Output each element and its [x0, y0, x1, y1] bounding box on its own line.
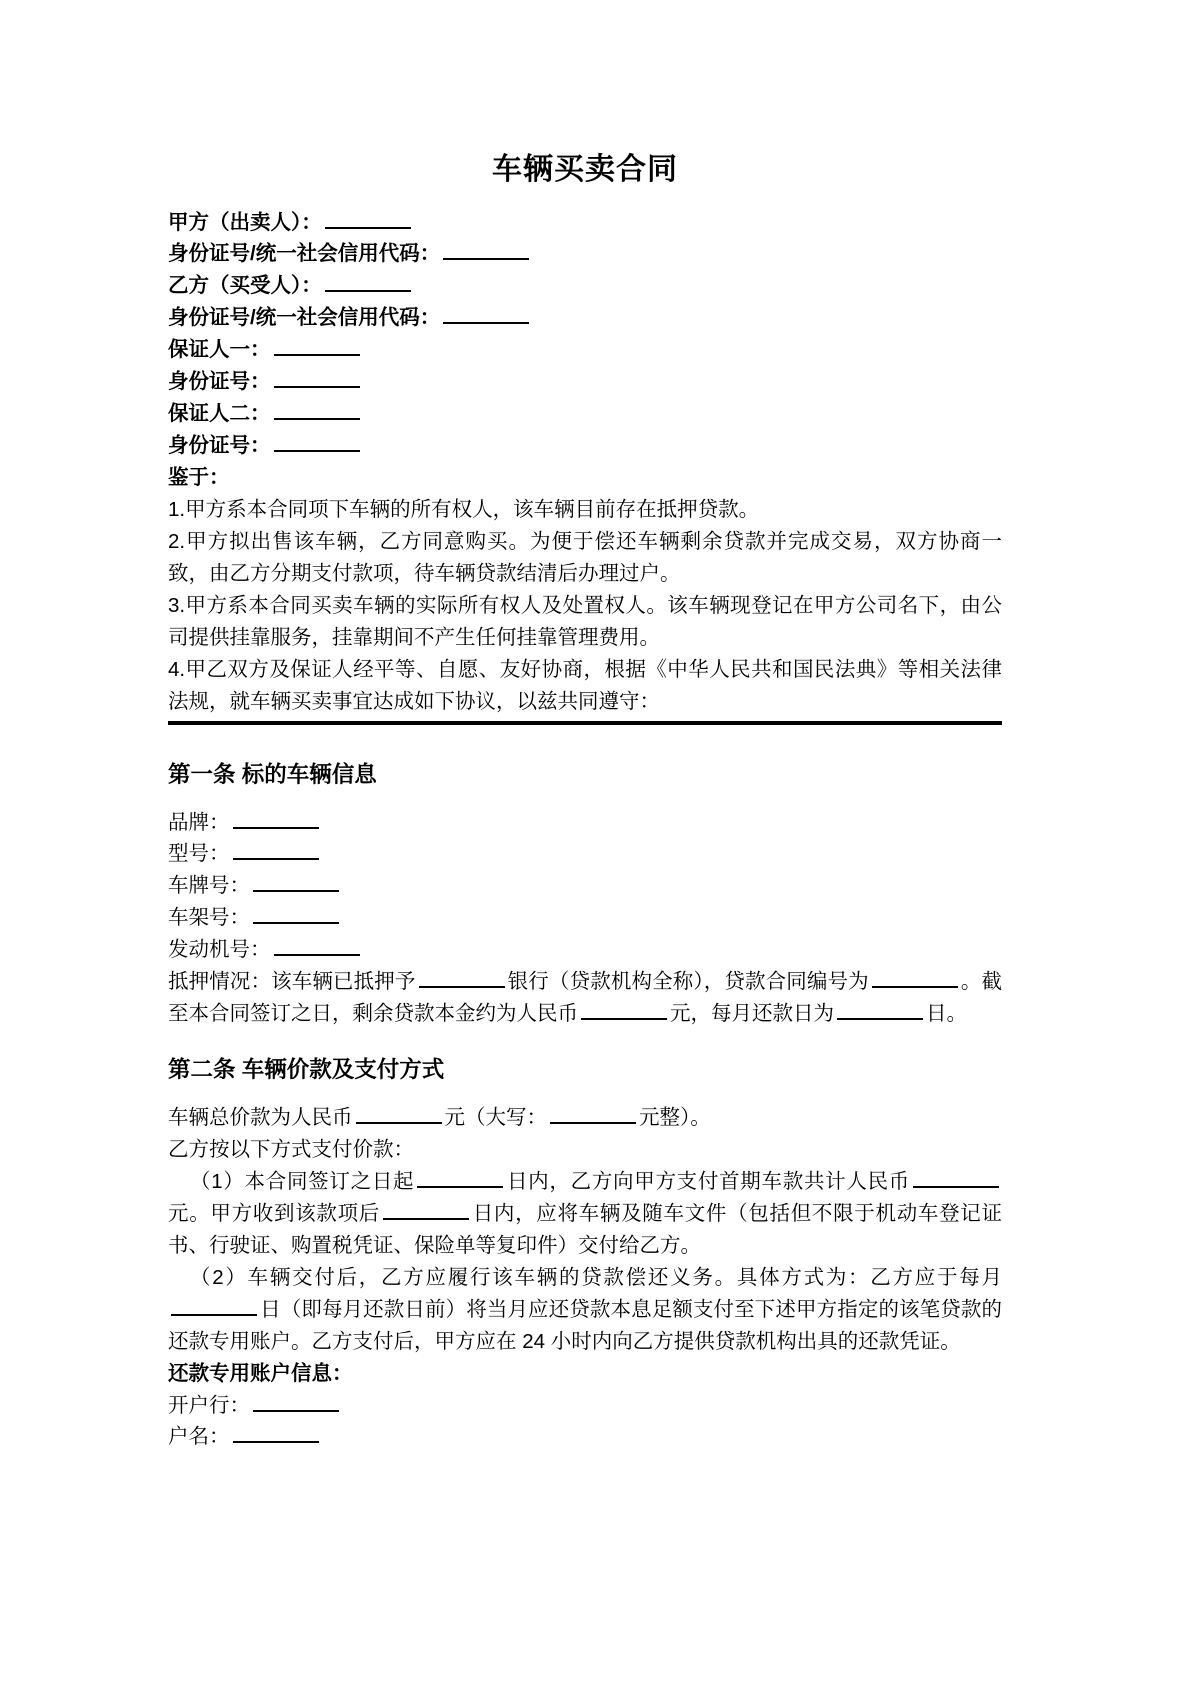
mortgage-paragraph [168, 966, 1002, 1030]
party-line-guarantor-2 [168, 398, 1002, 430]
fill-blank[interactable] [171, 1314, 257, 1316]
mortgage-text-1: 抵押情况：该车辆已抵押予 [168, 970, 416, 994]
party-label: 保证人一： [168, 338, 271, 362]
vehicle-fields-block [168, 807, 1002, 967]
fill-blank[interactable] [325, 227, 411, 229]
fill-blank[interactable] [581, 1018, 667, 1020]
item1-text-1: （1）本合同签订之日起 [190, 1169, 415, 1193]
payment-intro: 乙方按以下方式支付价款： [168, 1137, 414, 1161]
fill-blank[interactable] [274, 954, 360, 956]
party-label: 身份证号/统一社会信用代码： [168, 242, 441, 266]
field-label: 户名： [168, 1425, 230, 1449]
mortgage-text-2: 银行（贷款机构全称），贷款合同编号为 [507, 970, 869, 994]
price-text-1: 车辆总价款为人民币 [168, 1105, 353, 1129]
party-label: 甲方（出卖人）： [168, 210, 322, 234]
vehicle-field-model [168, 838, 1002, 870]
price-text-3: 元整）。 [639, 1105, 711, 1129]
fill-blank[interactable] [274, 450, 360, 452]
party-line-buyer-id [168, 302, 1002, 334]
fill-blank[interactable] [274, 386, 360, 388]
party-label: 身份证号： [168, 370, 271, 394]
payment-item-1 [168, 1166, 1002, 1262]
mortgage-text-5: 日。 [926, 1002, 967, 1026]
parties-block [168, 207, 1002, 463]
item1-text-4: 日内，应将车辆及随车文件（包括但不限于机动车登记证书、行驶证、购置税凭证、保险单等复印件）交付给乙方。 [168, 1201, 1002, 1257]
fill-blank[interactable] [274, 418, 360, 420]
party-label: 保证人二： [168, 402, 271, 426]
fill-blank[interactable] [233, 858, 319, 860]
price-text-2: 元（大写： [444, 1105, 547, 1129]
party-line-guarantor-1-id [168, 366, 1002, 398]
party-line-guarantor-2-id [168, 430, 1002, 462]
fill-blank[interactable] [417, 1186, 503, 1188]
mortgage-text-4: 元，每月还款日为 [670, 1002, 834, 1026]
item1-text-3: 元。甲方收到该款项后 [168, 1201, 380, 1225]
field-label: 车架号： [168, 906, 250, 930]
fill-blank[interactable] [233, 1441, 319, 1443]
party-label: 身份证号： [168, 434, 271, 458]
account-field-bank [168, 1390, 1002, 1422]
recital-3-emphasis: 甲方公司名下，由公司提供挂靠服务，挂靠期间不产生任何挂靠管理费用。 [168, 593, 1002, 650]
fill-blank[interactable] [356, 1122, 442, 1124]
vehicle-field-engine [168, 934, 1002, 966]
field-label: 发动机号： [168, 938, 271, 962]
fill-blank[interactable] [443, 322, 529, 324]
recitals-block [168, 494, 1002, 718]
section-1-heading: 第一条 标的车辆信息 [168, 762, 377, 787]
fill-blank[interactable] [325, 290, 411, 292]
recital-heading: 鉴于： [168, 466, 230, 490]
item2-text-2: 日（即每月还款日前）将当月应还贷款本息足额支付至下述甲方指定的该笔贷款的还款专用账户。乙方支付后，甲方应在 24 小时内向乙方提供贷款机构出具的还款凭证。 [168, 1297, 1002, 1353]
account-fields-block [168, 1390, 1002, 1454]
field-label: 车牌号： [168, 874, 250, 898]
party-label: 乙方（买受人）： [168, 274, 322, 298]
party-line-seller-id [168, 238, 1002, 270]
item2-text-1: （2）车辆交付后，乙方应履行该车辆的贷款偿还义务。具体方式为：乙方应于每月 [190, 1265, 1002, 1289]
recital-3-text: 3.甲方系本合同买卖车辆的实际所有权人及处置权人。该车辆现登记在 [168, 594, 814, 618]
item1-text-2: 日内，乙方向甲方支付首期车款共计人民币 [506, 1169, 911, 1193]
vehicle-field-plate [168, 870, 1002, 902]
fill-blank[interactable] [443, 258, 529, 260]
fill-blank[interactable] [872, 986, 958, 988]
fill-blank[interactable] [253, 890, 339, 892]
recital-item-3 [168, 590, 1002, 654]
section-divider [168, 721, 1002, 725]
vehicle-field-brand [168, 807, 1002, 839]
field-label: 型号： [168, 842, 230, 866]
fill-blank[interactable] [274, 354, 360, 356]
party-line-buyer [168, 270, 1002, 302]
fill-blank[interactable] [837, 1018, 923, 1020]
field-label: 开户行： [168, 1393, 250, 1417]
field-label: 品牌： [168, 810, 230, 834]
vehicle-field-vin [168, 902, 1002, 934]
total-price-line [168, 1102, 1002, 1134]
fill-blank[interactable] [419, 986, 505, 988]
fill-blank[interactable] [913, 1186, 999, 1188]
page-title: 车辆买卖合同 [492, 153, 678, 186]
account-info-heading: 还款专用账户信息： [168, 1361, 353, 1385]
recital-item-1: 1.甲方系本合同项下车辆的所有权人，该车辆目前存在抵押贷款。 [168, 498, 760, 522]
fill-blank[interactable] [383, 1218, 469, 1220]
section-2-heading: 第二条 车辆价款及支付方式 [168, 1057, 445, 1083]
account-field-name [168, 1421, 1002, 1453]
fill-blank[interactable] [253, 1410, 339, 1412]
fill-blank[interactable] [550, 1122, 636, 1124]
recital-item-4: 4.甲乙双方及保证人经平等、自愿、友好协商，根据《中华人民共和国民法典》等相关法律法规，就车辆买卖事宜达成如下协议，以兹共同遵守： [168, 658, 1002, 714]
fill-blank[interactable] [253, 922, 339, 924]
recital-item-2: 2.甲方拟出售该车辆，乙方同意购买。为便于偿还车辆剩余贷款并完成交易，双方协商一致，由乙方分期支付款项，待车辆贷款结清后办理过户。 [168, 530, 1002, 586]
fill-blank[interactable] [233, 827, 319, 829]
party-label: 身份证号/统一社会信用代码： [168, 306, 441, 330]
payment-item-2 [168, 1262, 1002, 1358]
party-line-seller [168, 207, 1002, 239]
party-line-guarantor-1 [168, 334, 1002, 366]
mortgage-text-3: 。截至本合同签订之日，剩余贷款本金约为人民币 [168, 970, 1003, 1026]
